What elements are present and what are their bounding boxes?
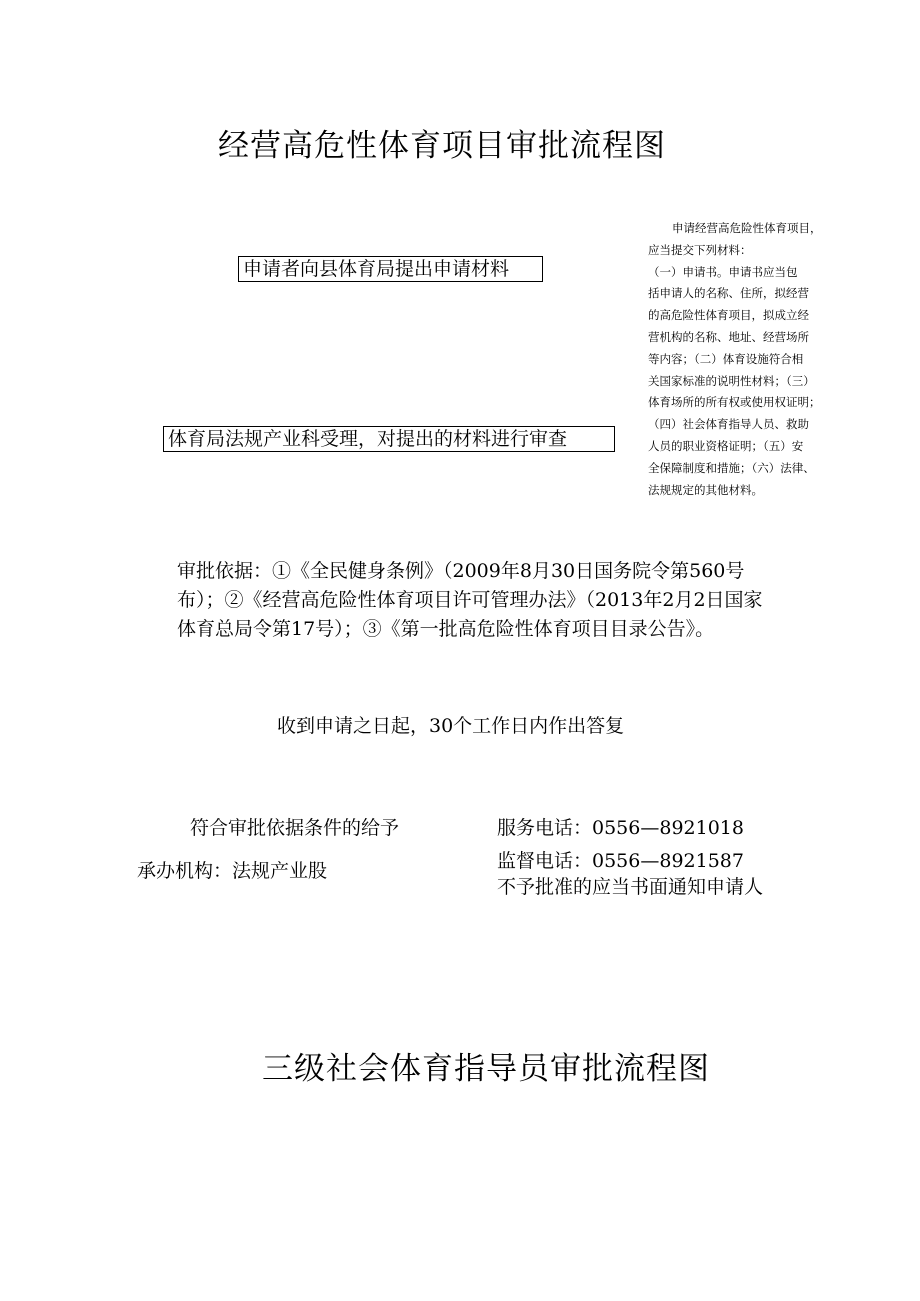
materials-line: 人员的职业资格证明；（五）安 <box>648 438 804 453</box>
approval-outcome: 符合审批依据条件的给予 <box>190 817 400 839</box>
rejection-notice: 不予批准的应当书面通知申请人 <box>497 876 764 898</box>
materials-intro-2: 应当提交下列材料： <box>648 242 752 257</box>
materials-line: （一）申请书。申请书应当包 <box>648 264 798 279</box>
materials-line: 关国家标准的说明性材料；（三） <box>648 373 815 388</box>
materials-line: 营机构的名称、地址、经营场所 <box>648 329 809 344</box>
response-deadline: 收到申请之日起，30个工作日内作出答复 <box>277 715 625 737</box>
approval-basis-line-1: 审批依据：①《全民健身条例》（2009年8月30日国务院令第560号 <box>177 560 745 582</box>
materials-line: （四）社会体育指导人员、救助 <box>648 417 809 432</box>
materials-intro-1: 申请经营高危险性体育项目， <box>672 221 822 235</box>
supervision-phone: 监督电话：0556—8921587 <box>497 850 744 872</box>
materials-line: 全保障制度和措施；（六）法律、 <box>648 460 815 475</box>
handling-agency: 承办机构：法规产业股 <box>137 860 328 882</box>
materials-line: 括申请人的名称、住所，拟经营 <box>648 286 809 301</box>
materials-line: 体育场所的所有权或使用权证明； <box>648 395 821 410</box>
page-title: 经营高危性体育项目审批流程图 <box>218 128 666 164</box>
materials-line: 法规规定的其他材料。 <box>648 482 763 497</box>
materials-line: 等内容；（二）体育设施符合相 <box>648 351 804 366</box>
section-title-2: 三级社会体育指导员审批流程图 <box>262 1051 710 1087</box>
materials-note <box>648 218 850 501</box>
step-submit-application: 申请者向县体育局提出申请材料 <box>238 256 543 282</box>
materials-line: 的高危险性体育项目，拟成立经 <box>648 308 809 323</box>
step-review-materials: 体育局法规产业科受理，对提出的材料进行审查 <box>163 426 615 452</box>
approval-basis <box>177 557 837 644</box>
approval-basis-line-2: 布）；②《经营高危险性体育项目许可管理办法》（2013年2月2日国家 <box>177 589 763 611</box>
approval-basis-line-3: 体育总局令第17号）；③《第一批高危险性体育项目目录公告》。 <box>177 618 715 640</box>
service-phone: 服务电话：0556—8921018 <box>497 817 744 839</box>
